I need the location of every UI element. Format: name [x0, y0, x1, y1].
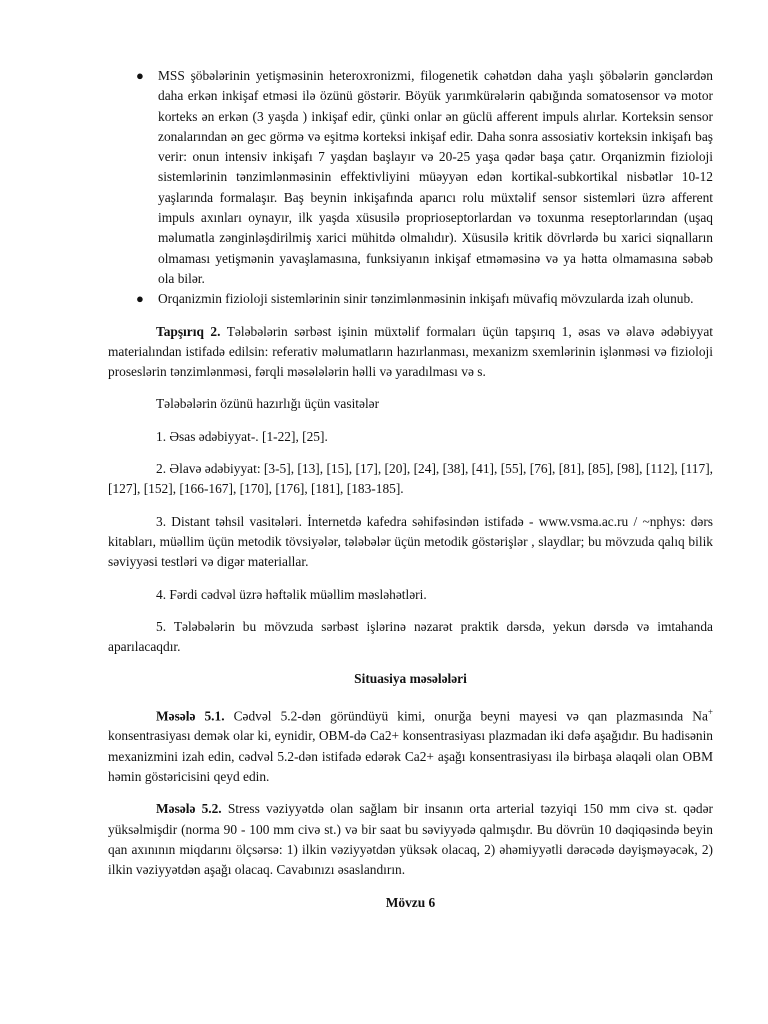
section-title: Situasiya məsələləri: [354, 671, 467, 687]
means-heading: Tələbələrin özünü hazırlığı üçün vasitələr: [156, 396, 380, 412]
list-item: 5. Tələbələrin bu mövzuda sərbəst işlərinə nəzarət praktik dərsdə, yekun dərsdə və imtahanda aparılacaqdır.: [108, 618, 713, 655]
bullet-list: [108, 66, 713, 310]
problem-text: Cədvəl 5.2-dən göründüyü kimi, onurğa beyni mayesi və qan plazmasında Na: [224, 708, 708, 724]
bullet-text: Orqanizmin fizioloji sistemlərinin sinir tənzimlənməsinin inkişafı müvafiq mövzularda izah olunub.: [158, 291, 694, 307]
problem-label: Məsələ 5.1.: [156, 708, 225, 724]
list-item: [108, 66, 713, 289]
document-page: [108, 66, 713, 913]
bullet-icon: ●: [136, 68, 144, 83]
topic-title: Mövzu 6: [385, 894, 436, 910]
superscript: +: [707, 706, 713, 717]
list-item: 1. Əsas ədəbiyyat-. [1-22], [25].: [156, 428, 328, 444]
problem-text: konsentrasiyası demək olar ki, eynidir, OBM-də Ca2+ konsentrasiyası plazmadan iki dəfə aşağıdır. Bu hadisənin mexanizmini izah edin, cədvəl 5.2-dən istifadə edərək Ca2+ aşağı konsentrasiyası ilə birbaşa əlaqəli olan OBM həmin göstəricisini qeyd edin.: [108, 728, 713, 785]
problem-paragraph: [108, 702, 713, 788]
bullet-text: MSS şöbələrinin yetişməsinin heteroxronizmi, filogenetik cəhətdən daha yaşlı şöbələrin gənclərdən daha erkən inkişaf etməsi ilə özünü göstərir. Böyük yarımkürələrin qabığında somatosensor və motor korteks ən erkən (3 yaşda ) inkişaf edir, çünki onlar ən güclü afferent impuls alırlar. Korteksin sensor zonalarından ən gec görmə və eşitmə korteksi inkişaf edir. Daha sonra assosiativ korteksin inkişafı baş verir: onun intensiv inkişafı 7 yaşdan başlayır və 20-25 yaşa qədər başa çatır. Orqanizmin fizioloji sistemlərinin tənzimlənməsinin effektivliyini müəyyən edən kortikal-subkortikal nisbətlər 10-12 yaşlarında formalaşır. Baş beynin inkişafında aparıcı rolu müxtəlif sensor sistemləri üzrə afferent impuls axınları oynayır, ilk yaşda xüsusilə proprioseptorlardan və toxunma reseptorlarından (uşaq məlumatla zənginləşdirilmiş xarici mühitdə olmalıdır). Xüsusilə kritik dövrlərdə bu xarici siqnalların olmaması yetişmənin yavaşlamasına, funksiyanın inkişaf etməməsinə və ya hətta olmamasına səbəb ola bilər.: [158, 68, 713, 286]
list-item: [108, 289, 713, 309]
problem-text: Stress vəziyyətdə olan sağlam bir insanın orta arterial təzyiqi 150 mm civə st. qədər yüksəlmişdir (norma 90 - 100 mm civə st.) və bir saat bu səviyyədə qalmışdır. Bu dövrün 10 dəqiqəsində beyin qan axınının miqdarını ölçsərsə: 1) ilkin vəziyyətdən yüksək olacaq, 2) əhəmiyyətli dərəcədə dəyişməyəcək, 2) ilkin vəziyyətdən aşağı olacaq. Cavabınızı əsaslandırın.: [108, 801, 714, 878]
problem-label: Məsələ 5.2.: [156, 801, 222, 817]
problem-paragraph: [108, 799, 713, 880]
task-label: Tapşırıq 2.: [156, 323, 221, 339]
task-paragraph: [108, 322, 713, 383]
bullet-icon: ●: [136, 291, 144, 307]
list-item: 4. Fərdi cədvəl üzrə həftəlik müəllim məsləhətləri.: [156, 586, 427, 602]
list-item: 2. Əlavə ədəbiyyat: [3-5], [13], [15], [17], [20], [24], [38], [41], [55], [76], [81], [85], [98], [112], [117], [127], [152], [166-167], [170], [176], [181], [183-185].: [108, 461, 713, 497]
task-text: Tələbələrin sərbəst işinin müxtəlif formaları üçün tapşırıq 1, əsas və əlavə ədəbiyyat materialından istifadə edilsin: referativ məlumatların hazırlanması, mexanizm sxemlərinin işlənməsi və fizioloji proseslərin tənzimlənməsi, fərqli məsələlərin həlli və yaradılması və s.: [108, 323, 713, 380]
list-item: 3. Distant təhsil vasitələri. İnternetdə kafedra səhifəsindən istifadə - www.vsma.ac.ru / ~nphys: dərs kitabları, müəllim üçün metodik tövsiyələr, tələbələr üçün metodik göstərişlər , slaydlar; bu mövzuda qalıq bilik səviyyəsi testləri və digər materiallar.: [108, 513, 713, 570]
